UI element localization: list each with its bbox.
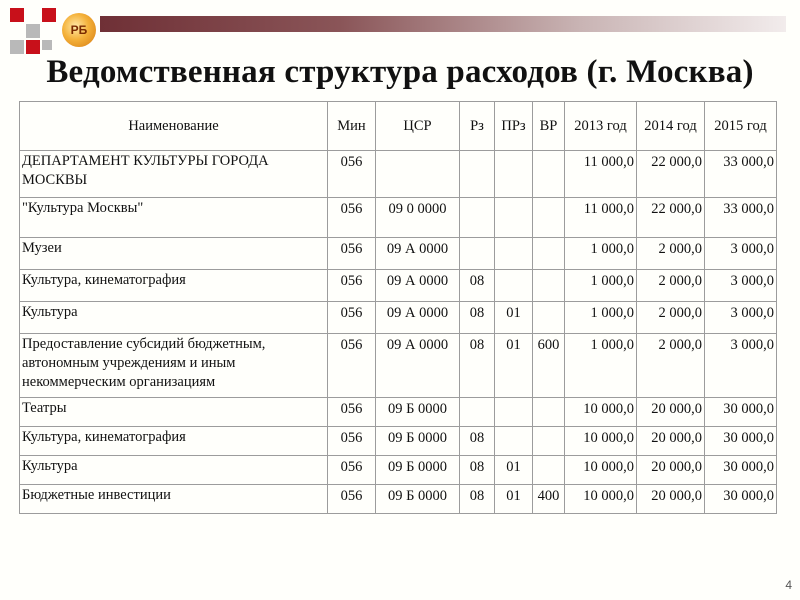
cell-min: 056 [328, 334, 376, 398]
cell-2013: 10 000,0 [565, 485, 637, 514]
decor-square [26, 40, 40, 54]
cell-prz: 01 [495, 334, 533, 398]
col-header-2013: 2013 год [565, 102, 637, 151]
cell-rz [460, 198, 495, 238]
cell-prz [495, 398, 533, 427]
page-title: Ведомственная структура расходов (г. Москва) [46, 54, 754, 90]
cell-min: 056 [328, 198, 376, 238]
cell-2013: 1 000,0 [565, 270, 637, 302]
cell-2014: 22 000,0 [637, 198, 705, 238]
table-row [20, 270, 777, 302]
cell-prz: 01 [495, 302, 533, 334]
table-row [20, 398, 777, 427]
cell-2013: 1 000,0 [565, 302, 637, 334]
cell-vr [533, 151, 565, 198]
cell-2014: 20 000,0 [637, 456, 705, 485]
cell-rz: 08 [460, 302, 495, 334]
cell-prz [495, 270, 533, 302]
cell-2015: 3 000,0 [705, 270, 777, 302]
cell-name: "Культура Москвы" [20, 198, 328, 238]
cell-min: 056 [328, 238, 376, 270]
col-header-2014: 2014 год [637, 102, 705, 151]
table-row [20, 427, 777, 456]
cell-2014: 2 000,0 [637, 270, 705, 302]
table-row [20, 334, 777, 398]
cell-vr [533, 456, 565, 485]
cell-rz [460, 151, 495, 198]
cell-rz: 08 [460, 456, 495, 485]
cell-rz [460, 398, 495, 427]
col-header-csr: ЦСР [376, 102, 460, 151]
cell-2013: 10 000,0 [565, 456, 637, 485]
cell-rz: 08 [460, 427, 495, 456]
cell-vr [533, 302, 565, 334]
cell-rz: 08 [460, 485, 495, 514]
decor-square [26, 24, 40, 38]
cell-vr: 400 [533, 485, 565, 514]
cell-vr [533, 427, 565, 456]
cell-rz: 08 [460, 334, 495, 398]
cell-csr: 09 А 0000 [376, 334, 460, 398]
cell-prz [495, 151, 533, 198]
cell-prz: 01 [495, 485, 533, 514]
decor-square [42, 40, 52, 50]
cell-vr: 600 [533, 334, 565, 398]
col-header-name: Наименование [20, 102, 328, 151]
cell-prz: 01 [495, 456, 533, 485]
cell-2015: 33 000,0 [705, 151, 777, 198]
cell-min: 056 [328, 398, 376, 427]
col-header-rz: Рз [460, 102, 495, 151]
cell-name: Музеи [20, 238, 328, 270]
cell-prz [495, 427, 533, 456]
cell-2015: 30 000,0 [705, 398, 777, 427]
cell-2014: 2 000,0 [637, 238, 705, 270]
cell-2014: 20 000,0 [637, 427, 705, 456]
cell-2014: 22 000,0 [637, 151, 705, 198]
cell-min: 056 [328, 456, 376, 485]
cell-2014: 2 000,0 [637, 334, 705, 398]
cell-min: 056 [328, 302, 376, 334]
cell-2015: 3 000,0 [705, 334, 777, 398]
cell-2013: 1 000,0 [565, 238, 637, 270]
header-bar [100, 16, 786, 32]
table-row [20, 485, 777, 514]
cell-csr: 09 А 0000 [376, 270, 460, 302]
cell-csr: 09 Б 0000 [376, 398, 460, 427]
logo-text: РБ [70, 23, 88, 37]
col-header-2015: 2015 год [705, 102, 777, 151]
table-header-row [20, 102, 777, 151]
cell-name: Культура, кинематография [20, 270, 328, 302]
cell-name: Культура [20, 302, 328, 334]
cell-rz: 08 [460, 270, 495, 302]
cell-2015: 30 000,0 [705, 427, 777, 456]
page-number: 4 [785, 578, 792, 592]
table-row [20, 456, 777, 485]
cell-min: 056 [328, 485, 376, 514]
table-row [20, 151, 777, 198]
cell-csr: 09 Б 0000 [376, 485, 460, 514]
cell-prz [495, 198, 533, 238]
cell-2013: 10 000,0 [565, 427, 637, 456]
cell-csr: 09 Б 0000 [376, 456, 460, 485]
cell-min: 056 [328, 427, 376, 456]
cell-2015: 33 000,0 [705, 198, 777, 238]
cell-csr [376, 151, 460, 198]
cell-2015: 3 000,0 [705, 238, 777, 270]
cell-2013: 10 000,0 [565, 398, 637, 427]
cell-rz [460, 238, 495, 270]
col-header-prz: ПРз [495, 102, 533, 151]
cell-vr [533, 398, 565, 427]
table-row [20, 238, 777, 270]
cell-2013: 1 000,0 [565, 334, 637, 398]
cell-min: 056 [328, 270, 376, 302]
col-header-min: Мин [328, 102, 376, 151]
table-row [20, 198, 777, 238]
cell-vr [533, 198, 565, 238]
cell-name: Предоставление субсидий бюджетным, автономным учреждениям и иным некоммерческим организациям [20, 334, 328, 398]
cell-csr: 09 А 0000 [376, 302, 460, 334]
cell-vr [533, 238, 565, 270]
col-header-vr: ВР [533, 102, 565, 151]
cell-name: Культура, кинематография [20, 427, 328, 456]
cell-min: 056 [328, 151, 376, 198]
cell-2014: 20 000,0 [637, 485, 705, 514]
cell-csr: 09 А 0000 [376, 238, 460, 270]
cell-csr: 09 Б 0000 [376, 427, 460, 456]
cell-name: Культура [20, 456, 328, 485]
expense-table [19, 101, 777, 514]
cell-name: ДЕПАРТАМЕНТ КУЛЬТУРЫ ГОРОДА МОСКВЫ [20, 151, 328, 198]
cell-name: Бюджетные инвестиции [20, 485, 328, 514]
cell-prz [495, 238, 533, 270]
table-row [20, 302, 777, 334]
cell-2015: 30 000,0 [705, 485, 777, 514]
cell-2013: 11 000,0 [565, 198, 637, 238]
cell-name: Театры [20, 398, 328, 427]
decor-square [42, 8, 56, 22]
logo-icon [62, 13, 96, 47]
cell-vr [533, 270, 565, 302]
cell-2014: 20 000,0 [637, 398, 705, 427]
cell-csr: 09 0 0000 [376, 198, 460, 238]
cell-2014: 2 000,0 [637, 302, 705, 334]
decor-square [10, 8, 24, 22]
cell-2015: 3 000,0 [705, 302, 777, 334]
cell-2015: 30 000,0 [705, 456, 777, 485]
cell-2013: 11 000,0 [565, 151, 637, 198]
decor-square [10, 40, 24, 54]
